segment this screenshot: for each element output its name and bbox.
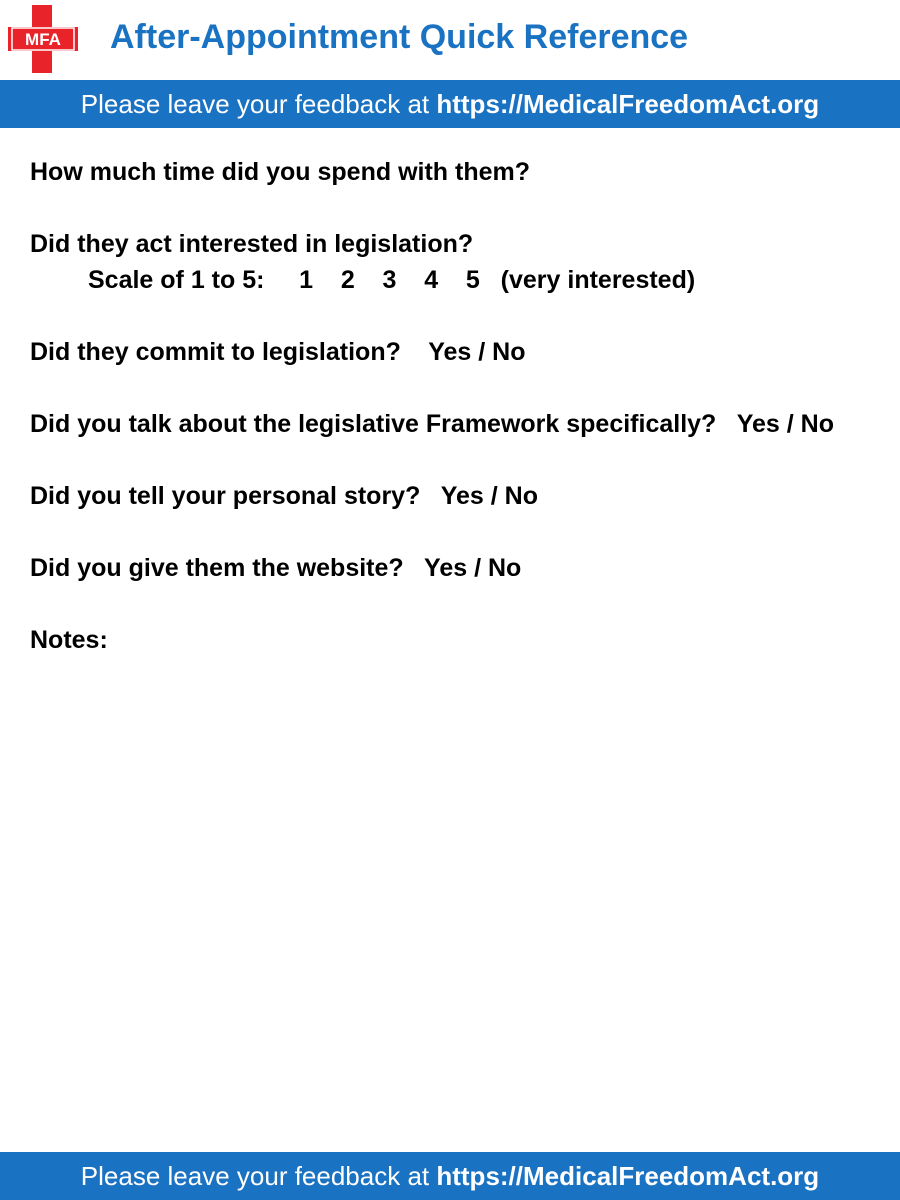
feedback-banner-top <box>0 80 900 128</box>
interest-scale: Scale of 1 to 5: 1 2 3 4 5 (very interested) <box>88 266 696 294</box>
question-time: How much time did you spend with them? <box>30 158 531 186</box>
banner-url-link[interactable]: https://MedicalFreedomAct.org <box>436 89 820 119</box>
question-commit: Did they commit to legislation? Yes / No <box>30 338 526 366</box>
banner-url-link[interactable]: https://MedicalFreedomAct.org <box>436 1161 820 1191</box>
logo-text: MFA <box>25 30 61 49</box>
question-framework: Did you talk about the legislative Framework specifically? Yes / No <box>30 410 834 438</box>
page-title: After-Appointment Quick Reference <box>110 18 689 56</box>
banner-prefix: Please leave your feedback at <box>80 89 437 119</box>
question-story: Did you tell your personal story? Yes / No <box>30 482 538 510</box>
question-website: Did you give them the website? Yes / No <box>30 554 522 582</box>
notes-label: Notes: <box>30 626 108 654</box>
banner-prefix: Please leave your feedback at <box>80 1161 437 1191</box>
question-interest: Did they act interested in legislation? <box>30 230 474 258</box>
mfa-cross-logo-icon <box>8 5 78 73</box>
header <box>0 0 900 80</box>
feedback-banner-bottom <box>0 1152 900 1200</box>
